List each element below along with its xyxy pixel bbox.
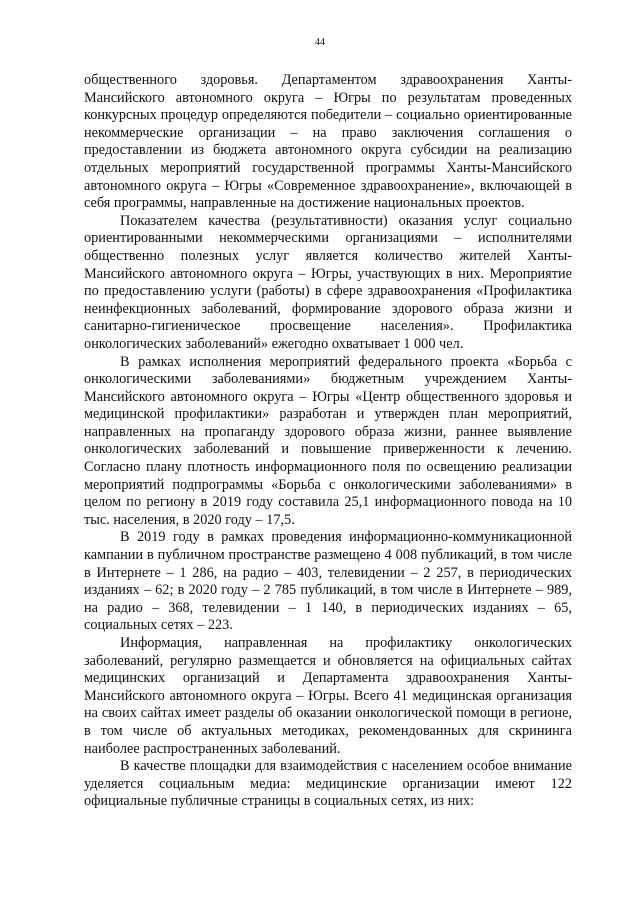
paragraph-continuation: общественного здоровья. Департаментом здравоохранения Ханты-Мансийского автономного округа – Югры по результатам проведенных конкурсных процедур определяются победители – социально ориентированные некоммерческие организации – на право заключения соглашения о предоставлении из бюджета автономного округа субсидии на реализацию отдельных мероприятий государственной программы Ханты-Мансийского автономного округа – Югры «Современное здравоохранение», включающей в себя программы, направленные на достижение национальных проектов.: [84, 72, 572, 212]
paragraph-official-sites: Информация, направленная на профилактику онкологических заболеваний, регулярно размещается и обновляется на официальных сайтах медицинских организаций и Департамента здравоохранения Ханты-Мансийского автономного округа – Югры. Всего 41 медицинская организация на своих сайтах имеет разделы об оказании онкологической помощи в регионе, в том числе об актуальных методиках, рекомендованных для скрининга наиболее распространенных заболеваний.: [84, 635, 572, 757]
paragraph-campaign-2019: В 2019 году в рамках проведения информационно-коммуникационной кампании в публичном пространстве размещено 4 008 публикаций, в том числе в Интернете – 1 286, на радио – 403, телевидении – 2 257, в периодических изданиях – 62; в 2020 году – 2 785 публикаций, в том числе в Интернете – 989, на радио – 368, телевидении – 1 140, в периодических изданиях – 65, социальных сетях – 223.: [84, 529, 572, 634]
paragraph-federal-project: В рамках исполнения мероприятий федерального проекта «Борьба с онкологическими заболеваниями» бюджетным учреждением Ханты-Мансийского автономного округа – Югры «Центр общественного здоровья и медицинской профилактики» разработан и утвержден план мероприятий, направленных на пропаганду здорового образа жизни, раннее выявление онкологических заболеваний и повышение приверженности к лечению. Согласно плану плотность информационного поля по освещению реализации мероприятий подпрограммы «Борьба с онкологическими заболеваниями» в целом по региону в 2019 году составила 25,1 информационного повода на 10 тыс. населения, в 2020 году – 17,5.: [84, 353, 572, 528]
paragraph-quality-indicator: Показателем качества (результативности) оказания услуг социально ориентированными некоммерческими организациями – исполнителями общественно полезных услуг является количество жителей Ханты-Мансийского автономного округа – Югры, участвующих в них. Мероприятие по предоставлению услуги (работы) в сфере здравоохранения «Профилактика неинфекционных заболеваний, формирование здорового образа жизни и санитарно-гигиеническое просвещение населения». Профилактика онкологических заболеваний» ежегодно охватывает 1 000 чел.: [84, 212, 572, 352]
paragraph-social-media: В качестве площадки для взаимодействия с населением особое внимание уделяется социальным медиа: медицинские организации имеют 122 официальные публичные страницы в социальных сетях, из них:: [84, 758, 572, 810]
body-text: [84, 72, 572, 811]
page-number: 44: [315, 37, 325, 48]
